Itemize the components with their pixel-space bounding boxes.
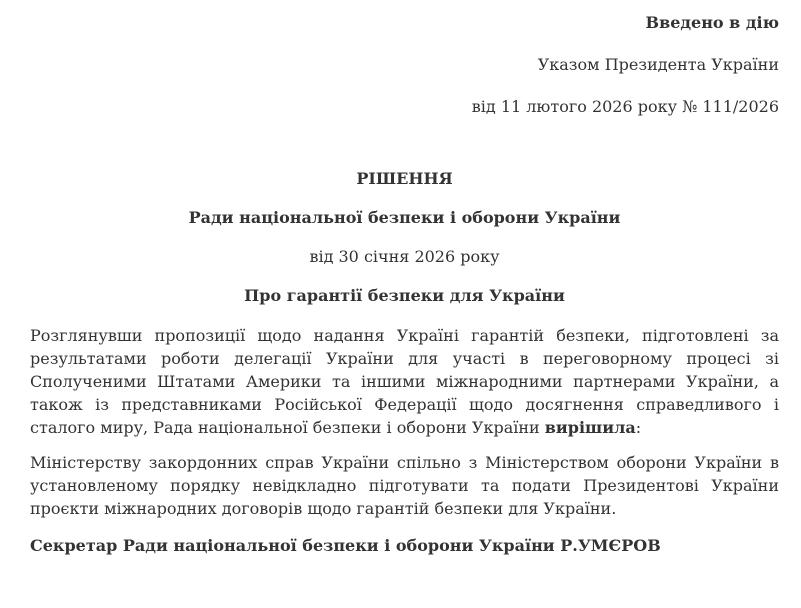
document-title: РІШЕННЯ — [356, 169, 453, 188]
document-topic: Про гарантії безпеки для України — [244, 286, 565, 305]
enactment-decree: Указом Президента України — [537, 55, 779, 74]
document-issuer: Ради національної безпеки і оборони України — [188, 208, 621, 227]
enactment-date-number: від 11 лютого 2026 року № 111/2026 — [471, 97, 779, 116]
preamble-text: Розглянувши пропозиції щодо надання Україні гарантій безпеки, підготовлені за результатами роботи делегації України для участі в переговорному процесі зі Сполученими Штатами Америки та іншими міжнародними партнерами України, а також із представниками Російської Федерації щодо досягнення справедливого і сталого миру, Рада національної безпеки і оборони України — [30, 326, 779, 437]
decision-keyword: вирішила — [544, 418, 636, 437]
decision-paragraph: Міністерству закордонних справ України спільно з Міністерством оборони України в установленому порядку невідкладно підготувати та подати Президентові України проєкти міжнародних договорів щодо гарантій безпеки для України. — [30, 453, 779, 518]
enactment-label: Введено в дію — [645, 13, 779, 32]
document-page — [30, 0, 779, 557]
preamble-paragraph — [30, 324, 779, 439]
document-date: від 30 січня 2026 року — [309, 247, 500, 266]
signature: Секретар Ради національної безпеки і оборони України Р.УМЄРОВ — [30, 536, 661, 555]
preamble-colon: : — [635, 418, 642, 437]
